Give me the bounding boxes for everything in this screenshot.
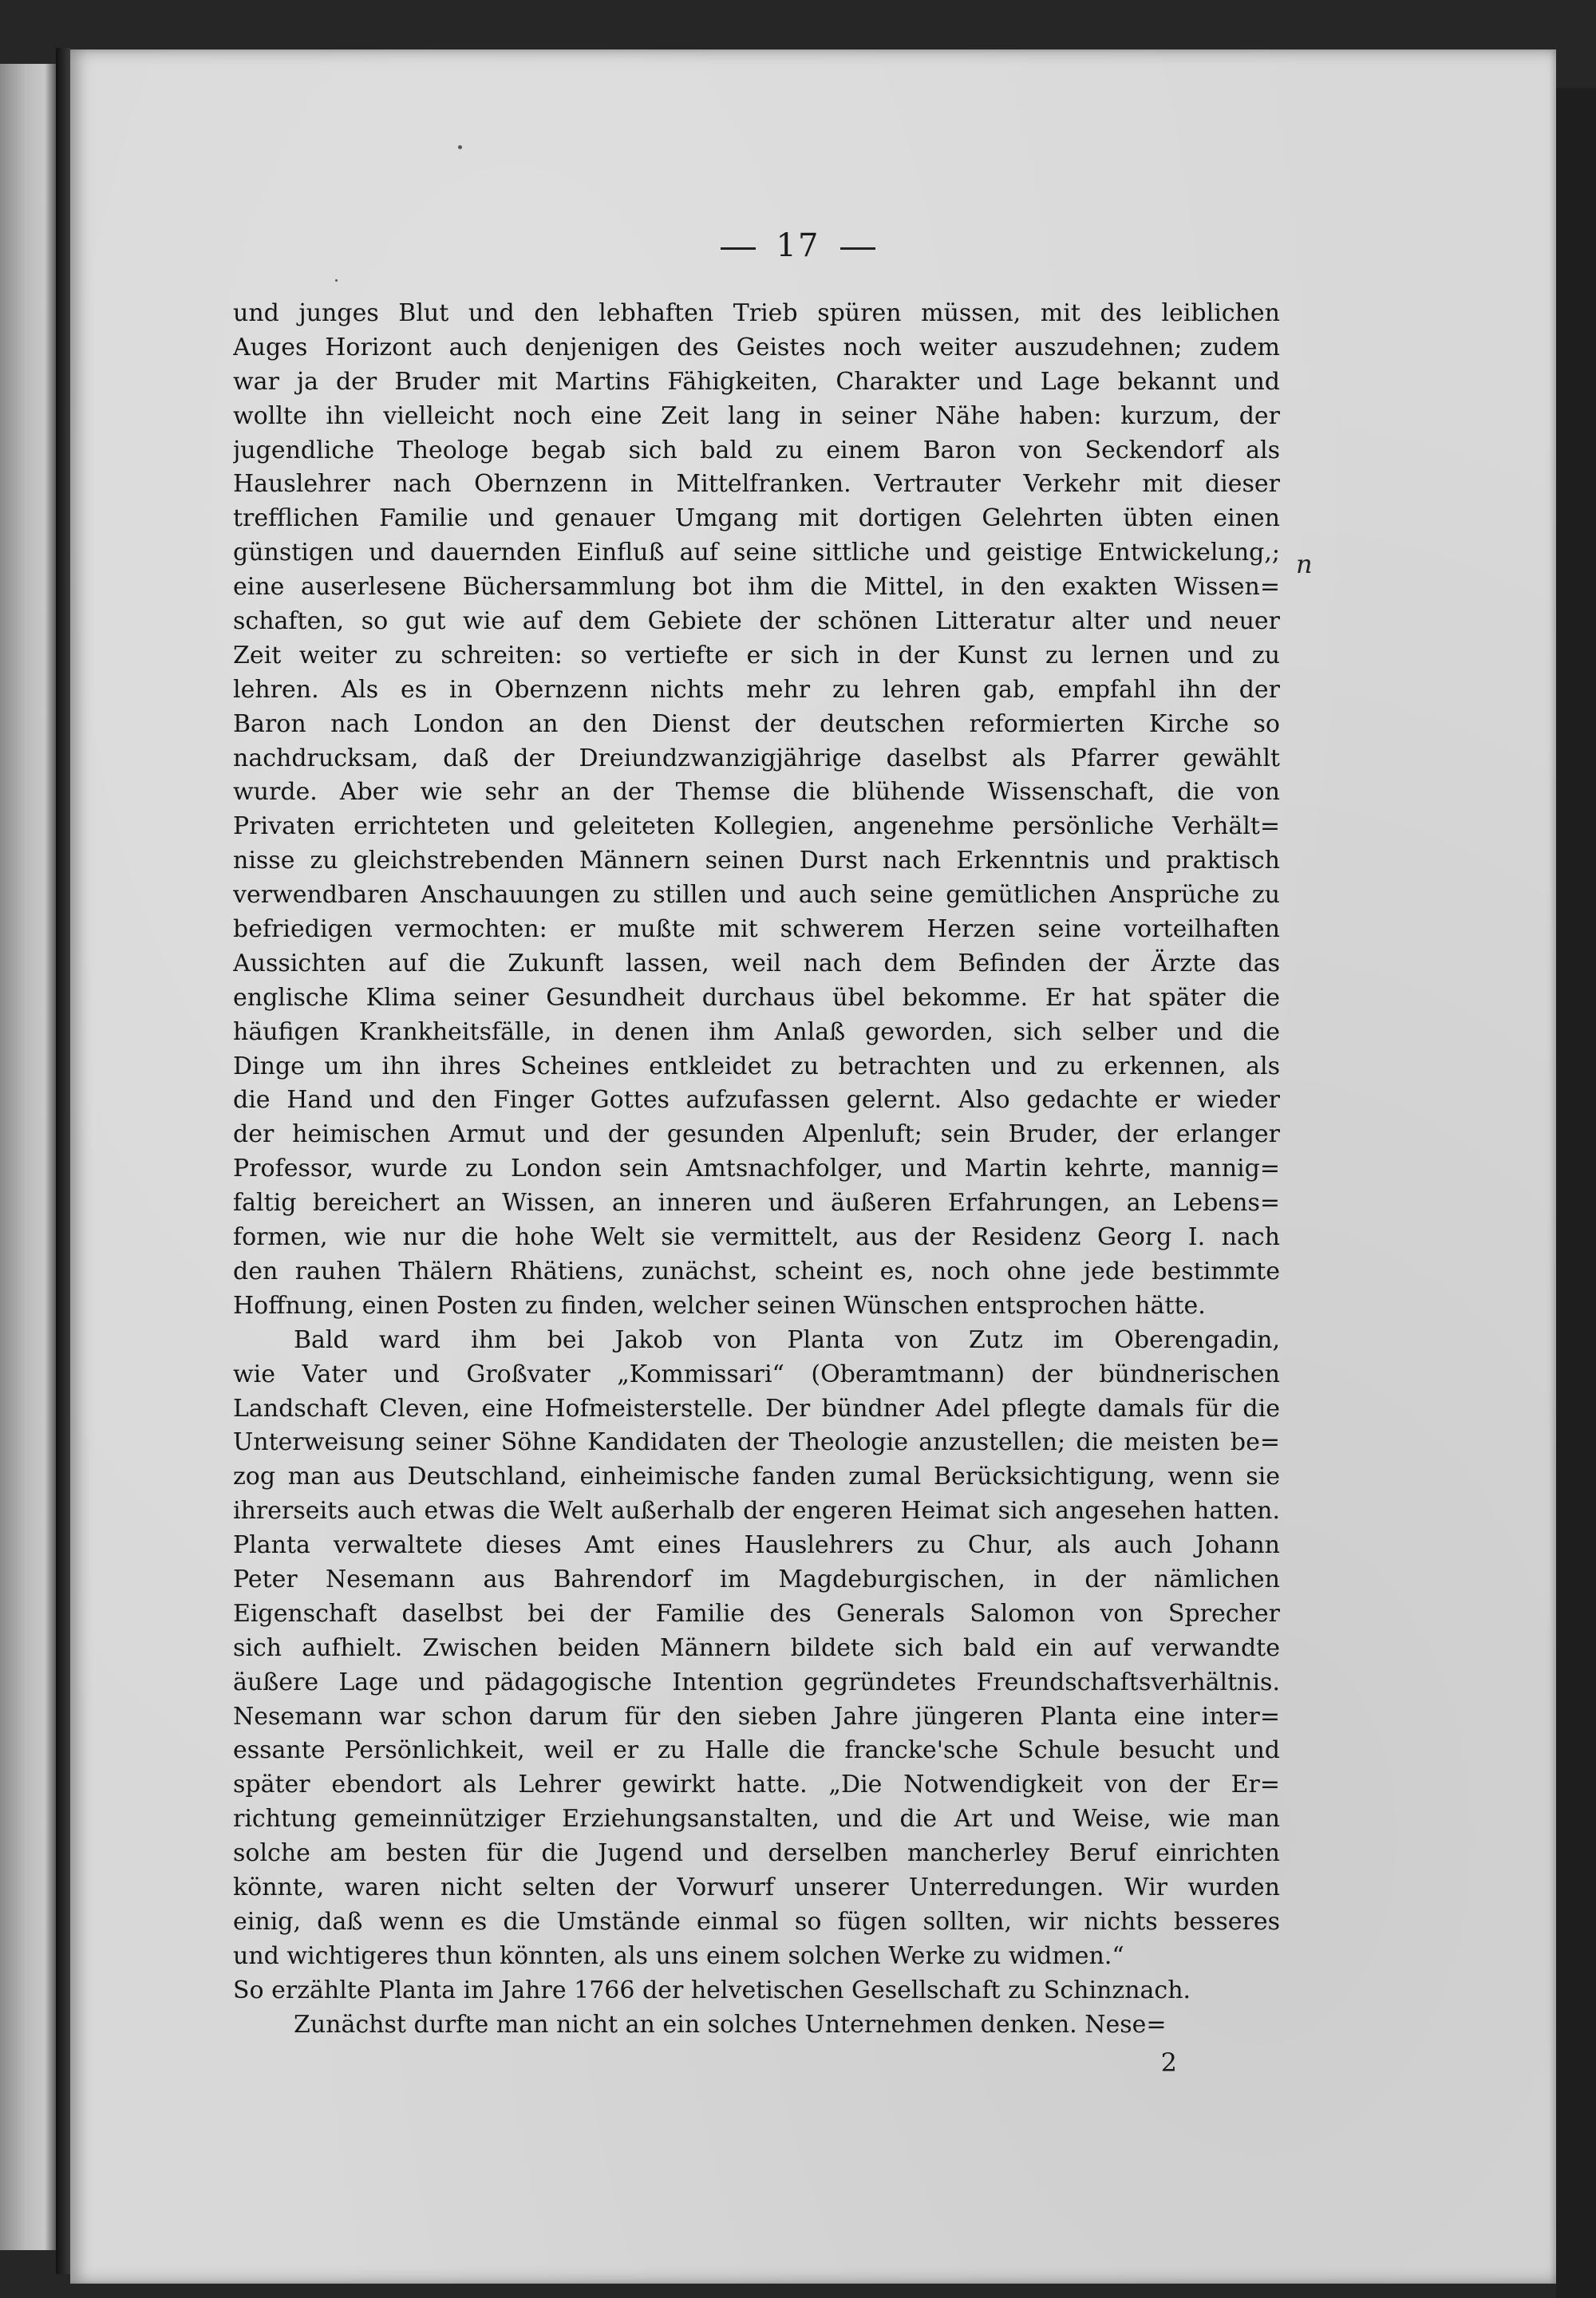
page-header [0, 227, 1596, 264]
text-line: den rauhen Thälern Rhätiens, zunächst, scheint es, noch ohne jede bestimmte [233, 1257, 1280, 1285]
text-line: richtung gemeinnütziger Erziehungsanstalten, und die Art und Weise, wie man [233, 1805, 1280, 1834]
text-line: der heimischen Armut und der gesunden Alpenluft; sein Bruder, der erlanger [233, 1120, 1280, 1149]
text-line: häufigen Krankheitsfälle, in denen ihm Anlaß geworden, sich selber und die [233, 1017, 1280, 1046]
text-line: zog man aus Deutschland, einheimische fanden zumal Berücksichtigung, wenn sie [233, 1463, 1280, 1491]
text-line: Hauslehrer nach Obernzenn in Mittelfranken. Vertrauter Verkehr mit dieser [233, 470, 1280, 499]
text-line: nachdrucksam, daß der Dreiundzwanzigjährige daselbst als Pfarrer gewählt [233, 744, 1280, 772]
text-line: Unterweisung seiner Söhne Kandidaten der Theologie anzustellen; die meisten be= [233, 1428, 1280, 1457]
header-dash-right [840, 247, 875, 250]
text-line: Aussichten auf die Zukunft lassen, weil nach dem Befinden der Ärzte das [233, 949, 1280, 977]
text-line: die Hand und den Finger Gottes aufzufassen gelernt. Also gedachte er wieder [233, 1086, 1280, 1115]
body-text [233, 297, 1280, 2042]
text-line: wurde. Aber wie sehr an der Themse die blühende Wissenschaft, die von [233, 778, 1280, 807]
text-line: Planta verwaltete dieses Amt eines Hauslehrers zu Chur, als auch Johann [233, 1531, 1280, 1560]
signature-mark: 2 [1160, 2047, 1177, 2078]
text-line: Dinge um ihn ihres Scheines entkleidet zu betrachten und zu erkennen, als [233, 1052, 1280, 1080]
header-dash-left [721, 247, 756, 250]
page-number: 17 [776, 227, 820, 264]
text-line: nisse zu gleichstrebenden Männern seinen Durst nach Erkenntnis und praktisch [233, 847, 1280, 875]
text-line: war ja der Bruder mit Martins Fähigkeiten, Charakter und Lage bekannt und [233, 367, 1280, 396]
text-line: Zeit weiter zu schreiten: so vertiefte er sich in der Kunst zu lernen und zu [233, 641, 1280, 669]
text-line: Peter Nesemann aus Bahrendorf im Magdeburgischen, in der nämlichen [233, 1565, 1280, 1593]
text-line: lehren. Als es in Obernzenn nichts mehr zu lehren gab, empfahl ihn der [233, 675, 1280, 704]
text-line: einig, daß wenn es die Umstände einmal so fügen sollten, wir nichts besseres [233, 1907, 1280, 1936]
text-line: später ebendort als Lehrer gewirkt hatte. „Die Notwendigkeit von der Er= [233, 1771, 1280, 1799]
text-line: formen, wie nur die hohe Welt sie vermittelt, aus der Residenz Georg I. nach [233, 1223, 1280, 1252]
text-line: wie Vater und Großvater „Kommissari“ (Oberamtmann) der bündnerischen [233, 1360, 1280, 1388]
text-line: Zunächst durfte man nicht an ein solches Unternehmen denken. Nese= [294, 2010, 1167, 2039]
text-line: essante Persönlichkeit, weil er zu Halle die francke'sche Schule besucht und [233, 1736, 1280, 1765]
text-line: Eigenschaft daselbst bei der Familie des Generals Salomon von Sprecher [233, 1599, 1280, 1628]
text-line: könnte, waren nicht selten der Vorwurf unserer Unterredungen. Wir wurden [233, 1873, 1280, 1901]
text-line: jugendliche Theologe begab sich bald zu einem Baron von Seckendorf als [233, 436, 1280, 464]
text-line: trefflichen Familie und genauer Umgang mit dortigen Gelehrten übten einen [233, 504, 1280, 533]
previous-page-edge [0, 64, 56, 2250]
book-gutter [56, 48, 70, 2274]
paper-speck [335, 279, 338, 282]
paper-speck [458, 145, 462, 149]
text-line: Auges Horizont auch denjenigen des Geistes noch weiter auszudehnen; zudem [233, 333, 1280, 361]
text-line: Bald ward ihm bei Jakob von Planta von Zutz im Oberengadin, [294, 1325, 1280, 1354]
text-line: eine auserlesene Büchersammlung bot ihm die Mittel, in den exakten Wissen= [233, 573, 1280, 602]
text-line: Professor, wurde zu London sein Amtsnachfolger, und Martin kehrte, mannig= [233, 1155, 1280, 1183]
text-line: faltig bereichert an Wissen, an inneren und äußeren Erfahrungen, an Lebens= [233, 1189, 1280, 1218]
text-line: und wichtigeres thun könnten, als uns einem solchen Werke zu widmen.“ [233, 1941, 1124, 1970]
text-line: sich aufhielt. Zwischen beiden Männern bildete sich bald ein auf verwandte [233, 1633, 1280, 1662]
text-line: wollte ihn vielleicht noch eine Zeit lang in seiner Nähe haben: kurzum, der [233, 401, 1280, 430]
scan-background-edge [1556, 88, 1596, 2298]
text-line: So erzählte Planta im Jahre 1766 der helvetischen Gesellschaft zu Schinznach. [233, 1976, 1191, 2004]
text-line: verwendbaren Anschauungen zu stillen und auch seine gemütlichen Ansprüche zu [233, 881, 1280, 910]
text-line: Baron nach London an den Dienst der deutschen reformierten Kirche so [233, 709, 1280, 738]
text-line: Privaten errichteten und geleiteten Kollegien, angenehme persönliche Verhält= [233, 812, 1280, 841]
text-line: äußere Lage und pädagogische Intention gegründetes Freundschaftsverhältnis. [233, 1668, 1280, 1696]
margin-annotation: n [1296, 549, 1313, 579]
text-line: Landschaft Cleven, eine Hofmeisterstelle. Der bündner Adel pflegte damals für die [233, 1394, 1280, 1423]
text-line: und junges Blut und den lebhaften Trieb spüren müssen, mit des leiblichen [233, 299, 1280, 327]
text-line: ihrerseits auch etwas die Welt außerhalb der engeren Heimat sich angesehen hatten. [233, 1497, 1280, 1526]
text-line: schaften, so gut wie auf dem Gebiete der schönen Litteratur alter und neuer [233, 607, 1280, 636]
text-line: Nesemann war schon darum für den sieben Jahre jüngeren Planta eine inter= [233, 1702, 1280, 1731]
text-line: Hoffnung, einen Posten zu finden, welcher seinen Wünschen entsprochen hätte. [233, 1291, 1206, 1320]
text-line: solche am besten für die Jugend und derselben mancherley Beruf einrichten [233, 1839, 1280, 1868]
text-line: günstigen und dauernden Einfluß auf seine sittliche und geistige Entwickelung,; [233, 539, 1280, 567]
text-line: befriedigen vermochten: er mußte mit schwerem Herzen seine vorteilhaften [233, 915, 1280, 944]
text-line: englische Klima seiner Gesundheit durchaus übel bekomme. Er hat später die [233, 983, 1280, 1012]
